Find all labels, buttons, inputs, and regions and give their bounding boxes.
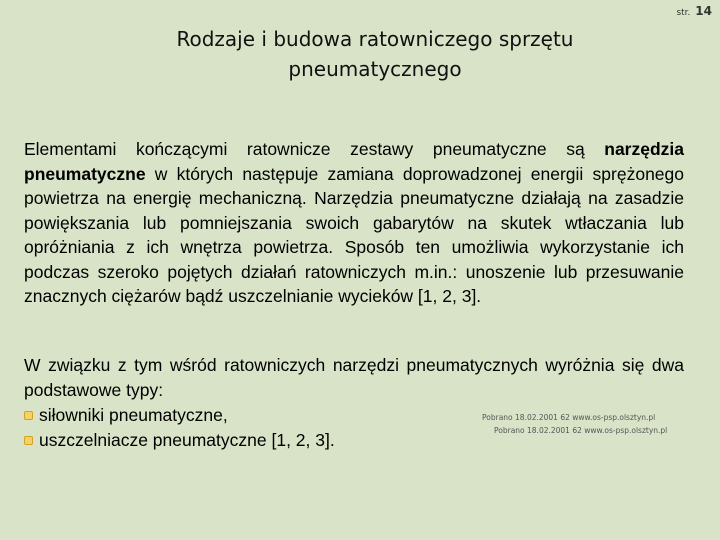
- page-number-prefix: str.: [676, 8, 691, 18]
- square-bullet-icon: [24, 411, 33, 420]
- intro-paragraph-rest: w których następuje zamiana doprowadzonej energii sprężonego powietrza na energię mechaniczną. Narzędzia pneumatyczne działają na zasadzie powiększania lub pomniejszania swoich gabarytów na skutek wtłaczania lub opróżniania z ich wnętrza powietrza. Sposób ten umożliwia wykorzystanie ich podczas szeroko pojętych działań ratowniczych m.in.: unoszenie lub przesuwanie znacznych ciężarów bądź uszczelnianie wycieków [1, 2, 3].: [24, 163, 684, 306]
- list-item: [24, 403, 335, 428]
- page-number: [676, 4, 712, 18]
- list-item-label: uszczelniacze pneumatyczne [1, 2, 3].: [39, 430, 335, 450]
- intro-paragraph-start: Elementami kończącymi ratownicze zestawy pneumatyczne są: [24, 139, 605, 159]
- watermark-text: Pobrano 18.02.2001 62 www.os-psp.olsztyn.pl: [494, 426, 668, 435]
- page-number-value: 14: [695, 4, 712, 18]
- square-bullet-icon: [24, 436, 33, 445]
- list-item: [24, 428, 335, 453]
- types-paragraph: W związku z tym wśród ratowniczych narzędzi pneumatycznych wyróżnia się dwa podstawowe typy:: [24, 355, 684, 400]
- intro-paragraph: [24, 137, 684, 309]
- intro-paragraph-bold: narzędzia pneumatyczne: [24, 139, 684, 184]
- types-list: [24, 403, 335, 453]
- list-item-label: siłowniki pneumatyczne,: [39, 405, 228, 425]
- watermark-text: Pobrano 18.02.2001 62 www.os-psp.olsztyn.pl: [482, 413, 656, 422]
- slide-title: Rodzaje i budowa ratowniczego sprzętu pneumatycznego: [176, 27, 574, 81]
